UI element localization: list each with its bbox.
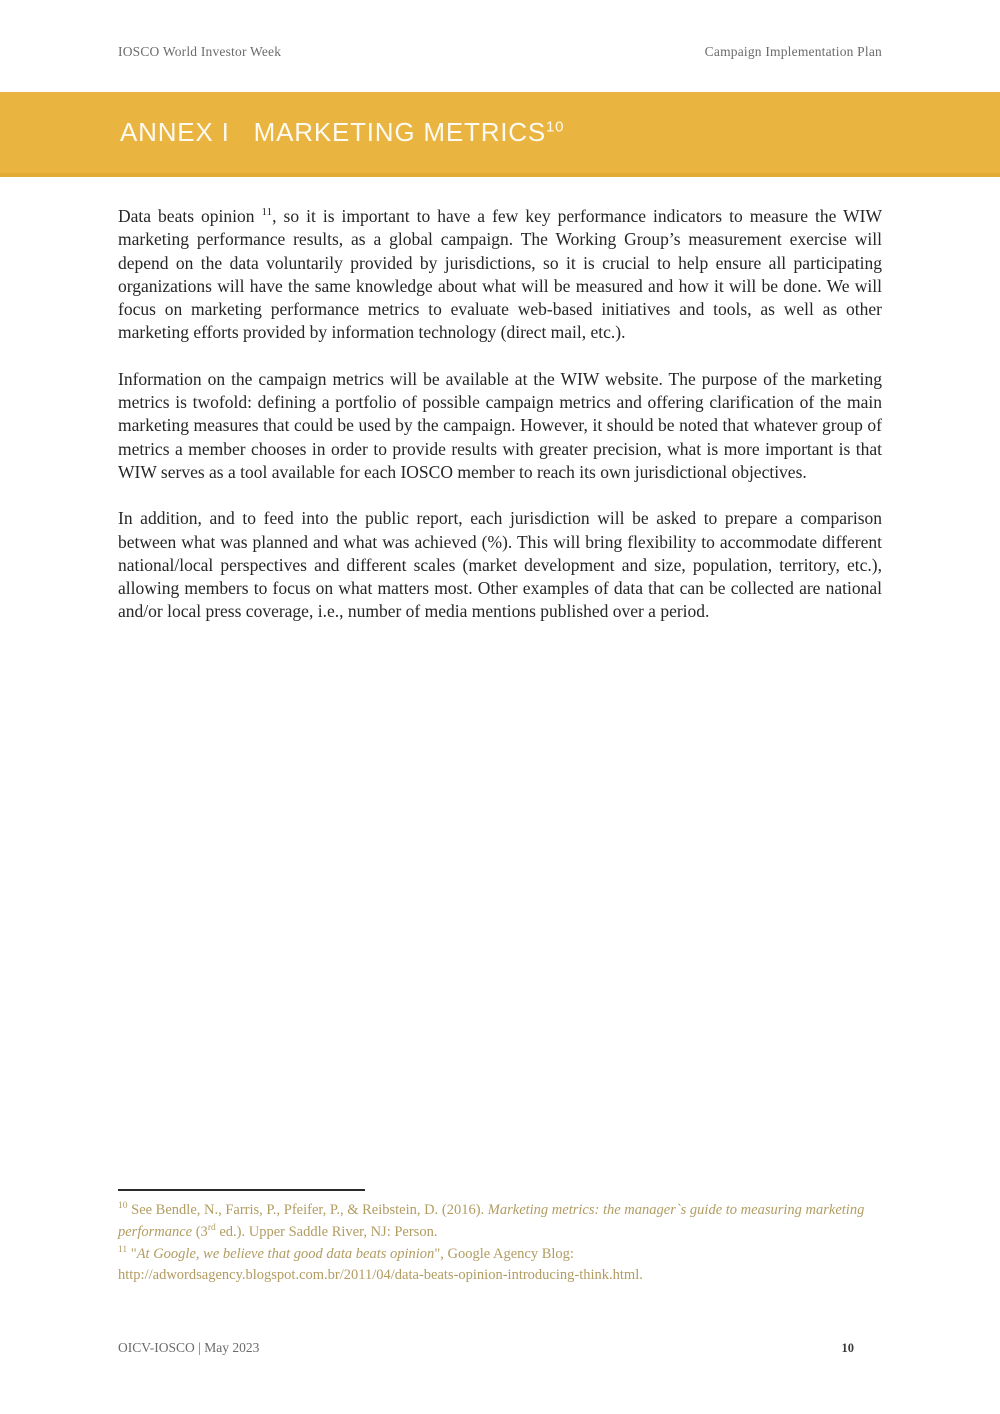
footnote-10 — [118, 1200, 882, 1244]
footnote-11-source: ", Google Agency Blog: — [434, 1245, 574, 1262]
page-number: 10 — [841, 1341, 854, 1355]
footnote-10-citation: See Bendle, N., Farris, P., Pfeifer, P., & Reibstein, D. (2016). — [127, 1202, 488, 1218]
paragraph-1 — [118, 205, 882, 345]
footnote-10-marker: 10 — [118, 1201, 128, 1212]
paragraph-2: Information on the campaign metrics will be available at the WIW website. The purpose of the marketing metrics is twofold: defining a portfolio of possible campaign metrics and offering clarification of the main marketing measures that could be used by the campaign. However, it should be noted that whatever group of metrics a member chooses in order to provide results with greater precision, what is more important is that WIW serves as a tool available for each IOSCO member to reach its own jurisdictional objectives. — [118, 368, 882, 482]
footnote-10-edition-open: (3 — [192, 1223, 208, 1240]
footnotes-section — [118, 1189, 882, 1287]
paragraph-3: In addition, and to feed into the public report, each jurisdiction will be asked to prepare a comparison between what was planned and what was achieved (%). This will bring flexibility to accommodate different national/local perspectives and different scales (market development and size, population, territory, etc.), allowing members to focus on what matters most. Other examples of data that can be collected are national and/or local press coverage, i.e., number of media mentions published over a period. — [118, 508, 882, 622]
page-title — [120, 117, 564, 148]
paragraph-1-text-start: Data beats opinion — [118, 206, 262, 226]
document-body — [118, 205, 882, 647]
footnote-11 — [118, 1244, 882, 1288]
footer-org-date: OICV-IOSCO | May 2023 — [118, 1340, 260, 1355]
annex-banner — [0, 92, 1000, 177]
footnote-11-quote-open: " — [127, 1245, 137, 1262]
annex-label: ANNEX I — [120, 117, 230, 147]
footnote-separator-line — [118, 1189, 365, 1191]
paragraph-1-text-end: , so it is important to have a few key performance indicators to measure the WIW marketing performance results, as a global campaign. The Working Group’s measurement exercise will depend on the data voluntarily provided by jurisdictions, so it is crucial to help ensure all participating organizations will have the same knowledge about what will be measured and how it will be done. We will focus on marketing performance metrics to evaluate web-based initiatives and tools, as well as other marketing efforts provided by information technology (direct mail, etc.). — [118, 206, 882, 343]
footnote-10-ordinal: rd — [207, 1222, 216, 1233]
footnote-ref-11: 11 — [261, 206, 273, 219]
footnote-11-url-link[interactable]: http://adwordsagency.blogspot.com.br/2011/04/data-beats-opinion-introducing-think.html. — [118, 1267, 643, 1284]
footnote-10-book-title: Marketing metrics: the manager`s guide to measuring marketing performance — [118, 1202, 865, 1240]
title-footnote-ref: 10 — [546, 118, 565, 136]
header-document-title: IOSCO World Investor Week — [118, 44, 282, 59]
annex-title-text: MARKETING METRICS — [253, 117, 547, 147]
footnote-11-quote: At Google, we believe that good data beats opinion — [136, 1245, 435, 1262]
page-footer — [118, 1340, 882, 1356]
header-section-title: Campaign Implementation Plan — [704, 44, 882, 59]
footnote-10-publisher: ed.). Upper Saddle River, NJ: Person. — [215, 1223, 438, 1240]
page-header — [118, 44, 882, 60]
footnote-11-marker: 11 — [118, 1244, 128, 1255]
